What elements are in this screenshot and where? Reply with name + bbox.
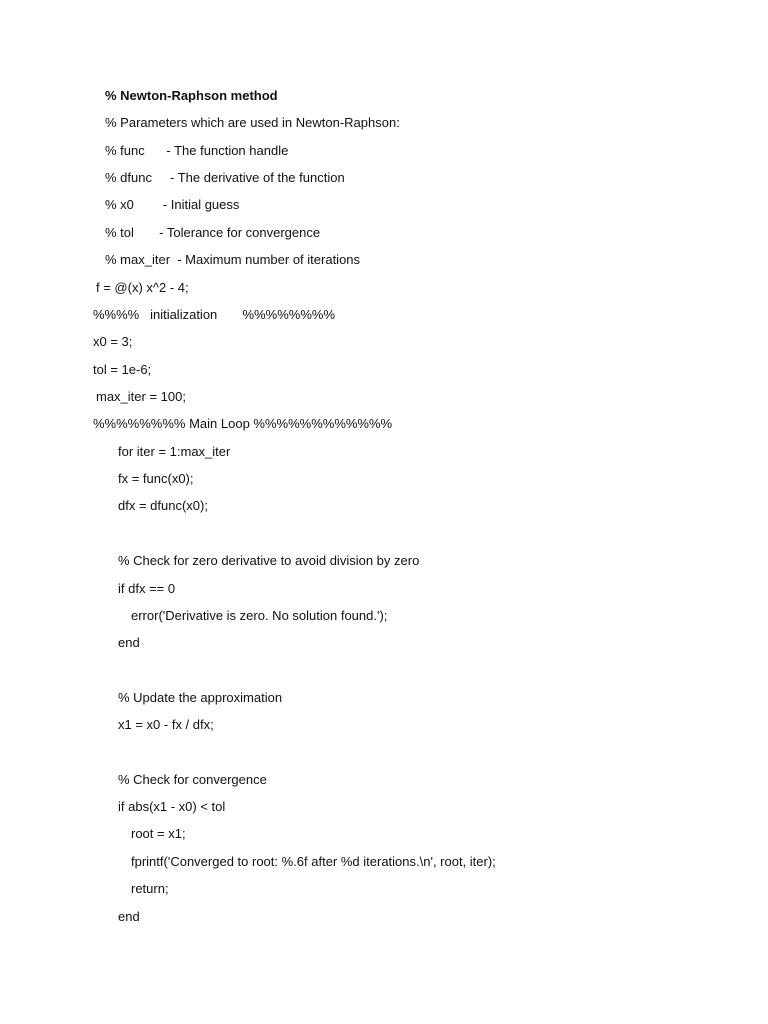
code-if-convergence: if abs(x1 - x0) < tol <box>118 799 226 814</box>
code-max-iter-assignment: max_iter = 100; <box>96 389 186 404</box>
code-comment-func: % func - The function handle <box>105 143 289 158</box>
code-section-initialization: %%%% initialization %%%%%%%% <box>93 307 336 322</box>
code-comment-max-iter: % max_iter - Maximum number of iterations <box>105 252 361 267</box>
code-error-call: error('Derivative is zero. No solution found.'); <box>131 608 388 623</box>
code-x0-assignment: x0 = 3; <box>93 334 133 349</box>
code-for-loop: for iter = 1:max_iter <box>118 444 231 459</box>
code-comment-zero-derivative: % Check for zero derivative to avoid division by zero <box>118 553 420 568</box>
code-if-zero-derivative: if dfx == 0 <box>118 581 176 596</box>
code-fprintf-call: fprintf('Converged to root: %.6f after %d iterations.\n', root, iter); <box>131 854 496 869</box>
code-tol-assignment: tol = 1e-6; <box>93 362 152 377</box>
code-function-definition: f = @(x) x^2 - 4; <box>96 280 189 295</box>
code-return-statement: return; <box>131 881 169 896</box>
code-end-if-zero-derivative: end <box>118 635 140 650</box>
code-end-if-convergence: end <box>118 909 140 924</box>
code-dfx-assignment: dfx = dfunc(x0); <box>118 498 208 513</box>
code-comment-dfunc: % dfunc - The derivative of the function <box>105 170 345 185</box>
code-comment-tol: % tol - Tolerance for convergence <box>105 225 321 240</box>
code-x1-assignment: x1 = x0 - fx / dfx; <box>118 717 214 732</box>
code-fx-assignment: fx = func(x0); <box>118 471 194 486</box>
code-root-assignment: root = x1; <box>131 826 186 841</box>
code-section-main-loop: %%%%%%%% Main Loop %%%%%%%%%%%% <box>93 416 393 431</box>
code-comment-x0: % x0 - Initial guess <box>105 197 240 212</box>
code-comment-parameters: % Parameters which are used in Newton-Raphson: <box>105 115 400 130</box>
code-comment-title: % Newton-Raphson method <box>105 88 278 103</box>
code-comment-convergence: % Check for convergence <box>118 772 267 787</box>
code-comment-update: % Update the approximation <box>118 690 283 705</box>
